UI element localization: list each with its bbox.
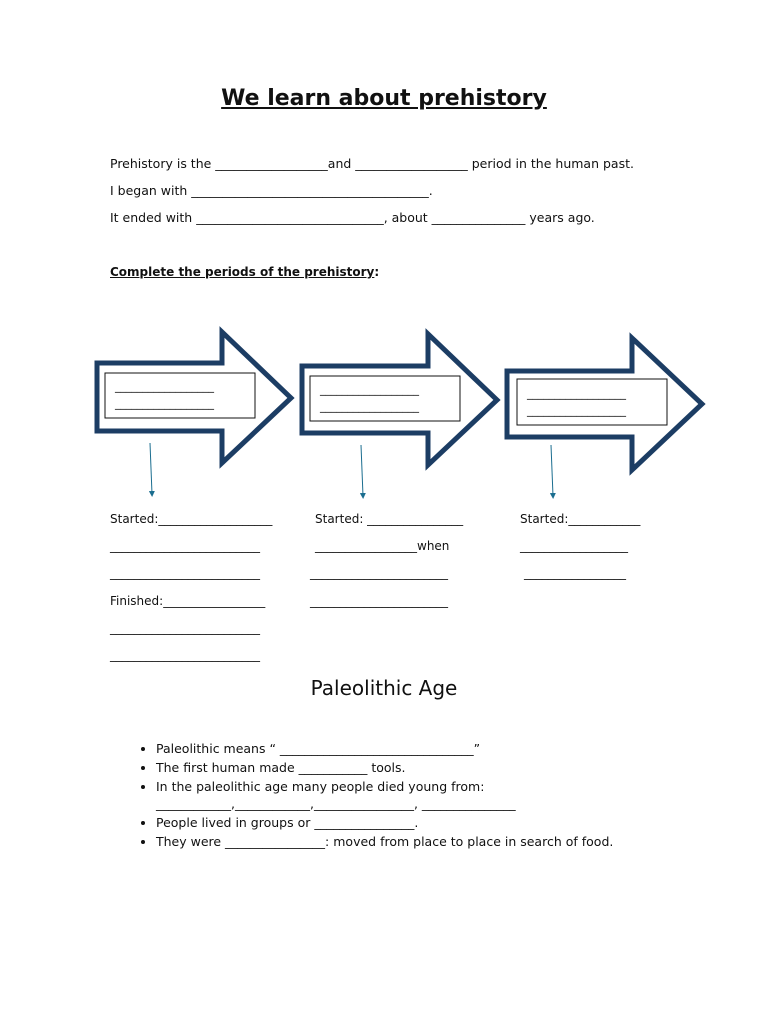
col3-line-2: __________________: [520, 539, 628, 553]
period-blank-1b: __________________: [115, 397, 214, 410]
periods-heading-text: Complete the periods of the prehistory: [110, 265, 375, 279]
page-title: We learn about prehistory: [221, 86, 547, 111]
col1-line-6: _________________________: [110, 648, 260, 662]
col1-line-5: _________________________: [110, 621, 260, 635]
period-arrow-2: [302, 334, 497, 496]
col2-line-4: _______________________: [310, 594, 448, 608]
intro-line-1: Prehistory is the __________________and __________________ period in the human past.: [110, 156, 634, 171]
period-arrow-1: [97, 332, 291, 494]
bullet-item: • They were ________________: moved from place to place in search of food.: [156, 833, 716, 850]
bullet-item: • In the paleolithic age many people died young from: ____________,____________,________________, _______________: [156, 778, 716, 812]
col1-line-3: _________________________: [110, 566, 260, 580]
col2-started: Started: ________________: [315, 512, 464, 526]
period-blank-1a: __________________: [115, 380, 214, 393]
col1-line-2: _________________________: [110, 539, 260, 553]
bullet-item: • Paleolithic means “ _______________________________”: [156, 740, 716, 757]
period-blank-2a: __________________: [320, 383, 419, 396]
period-blank-3a: __________________: [527, 387, 626, 400]
pointer-arrow-1: [150, 443, 152, 494]
intro-line-2: I began with ______________________________________.: [110, 183, 433, 198]
col2-line-2: _________________when: [315, 539, 450, 553]
bullet-item: • The first human made ___________ tools.: [156, 759, 716, 776]
period-name-box-3[interactable]: [517, 379, 667, 425]
col1-finished: Finished:_________________: [110, 594, 266, 608]
bullet-item: • People lived in groups or ________________.: [156, 814, 716, 831]
period-blank-3b: __________________: [527, 404, 626, 417]
pointer-arrow-2: [361, 445, 363, 496]
section-title: Paleolithic Age: [310, 676, 458, 700]
col3-started: Started:____________: [520, 512, 641, 526]
col2-line-3: _______________________: [310, 566, 448, 580]
period-arrow-3: [507, 338, 702, 496]
periods-heading-colon: :: [374, 265, 380, 279]
intro-line-3: It ended with ______________________________, about _______________ years ago.: [110, 210, 595, 225]
col3-line-3: _________________: [524, 566, 626, 580]
col1-started: Started:___________________: [110, 512, 273, 526]
paleolithic-bullet-list: [134, 740, 716, 852]
pointer-arrow-3: [551, 445, 553, 496]
period-blank-2b: __________________: [320, 400, 419, 413]
